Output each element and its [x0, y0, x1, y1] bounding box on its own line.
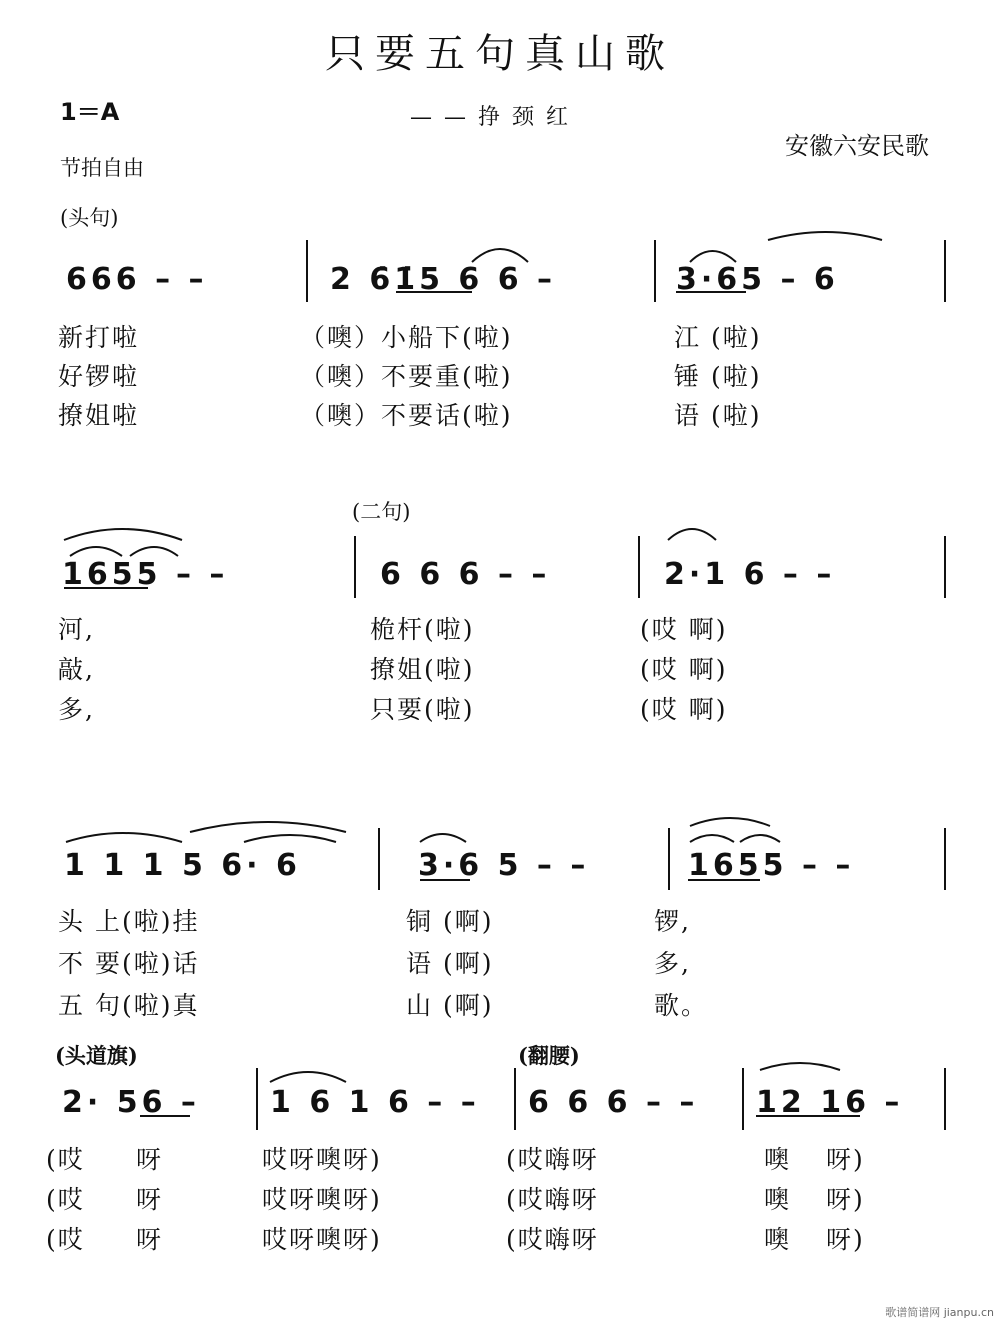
barline: [944, 536, 946, 598]
measure-2-3: 2·1 6 – –: [664, 557, 836, 592]
lyric: 哎呀噢呀): [262, 1145, 382, 1174]
lyric: 呀: [136, 1225, 164, 1254]
lyric: 噢: [764, 1225, 792, 1254]
lyric: 头 上(啦)挂: [58, 907, 200, 936]
song-origin: 安徽六安民歌: [785, 132, 929, 160]
tempo-marking: 节拍自由: [60, 156, 144, 180]
measure-3-3: 1655 – –: [688, 848, 855, 883]
measure-2-2: 6 6 6 – –: [380, 557, 551, 592]
slur: [420, 834, 466, 842]
measure-1-3: 3·65 – 6: [676, 262, 839, 297]
lyric: 语 (啦): [674, 401, 762, 430]
lyric: (哎: [46, 1225, 85, 1254]
lyric: 语 (啊): [406, 949, 494, 978]
measure-4-1: 2· 56 –: [62, 1085, 200, 1120]
barline: [944, 1068, 946, 1130]
barline: [638, 536, 640, 598]
section-label-4: (翻腰): [518, 1043, 580, 1068]
lyric: 敲,: [58, 655, 95, 684]
measure-3-2: 3·6 5 – –: [418, 848, 590, 883]
barline: [944, 240, 946, 302]
barline: [256, 1068, 258, 1130]
lyric: 撩姐啦: [58, 401, 140, 430]
measure-3-1: 1 1 1 5 6· 6: [64, 848, 301, 883]
song-title: 只要五句真山歌: [325, 31, 675, 77]
lyric: 呀): [826, 1145, 865, 1174]
lyric: 多,: [654, 949, 691, 978]
lyric: 噢: [764, 1145, 792, 1174]
lyric: (哎嗨呀: [506, 1145, 599, 1174]
barline: [514, 1068, 516, 1130]
slur: [690, 835, 734, 842]
barline: [654, 240, 656, 302]
lyric: (哎 啊): [640, 695, 728, 724]
lyric: (哎: [46, 1145, 85, 1174]
lyric: 呀): [826, 1225, 865, 1254]
slur: [472, 249, 528, 262]
lyric: 桅杆(啦): [370, 615, 475, 644]
slur: [244, 835, 336, 842]
lyric: （噢）小船下(啦): [300, 323, 513, 352]
lyric: 呀): [826, 1185, 865, 1214]
slur: [70, 547, 122, 556]
lyric: (哎嗨呀: [506, 1225, 599, 1254]
lyric: 新打啦: [58, 323, 140, 352]
slur: [768, 232, 882, 240]
song-subtitle: ——挣颈红: [410, 105, 581, 130]
slur: [130, 547, 178, 556]
key-signature: 1＝A: [60, 98, 120, 126]
barline: [378, 828, 380, 890]
section-label-3: (头道旗): [55, 1043, 138, 1068]
barline: [668, 828, 670, 890]
measure-4-2: 1 6 1 6 – –: [270, 1085, 480, 1120]
lyric: 锤 (啦): [674, 362, 762, 391]
slur: [690, 251, 736, 262]
measure-1-1: 666 – –: [66, 262, 208, 297]
lyric: 铜 (啊): [406, 907, 494, 936]
slur: [270, 1072, 346, 1082]
slur: [668, 529, 716, 540]
slur: [66, 833, 182, 842]
lyric: (哎嗨呀: [506, 1185, 599, 1214]
barline: [306, 240, 308, 302]
measure-4-3: 6 6 6 – –: [528, 1085, 699, 1120]
lyric: 撩姐(啦): [370, 655, 475, 684]
slur: [740, 835, 780, 842]
measure-1-2: 2 6̇1̇5 6 6 –: [330, 262, 557, 297]
slur: [64, 529, 182, 540]
lyric: 噢: [764, 1185, 792, 1214]
watermark: 歌谱简谱网 jianpu.cn: [885, 1306, 994, 1319]
measure-2-1: 1655 – –: [62, 557, 229, 592]
lyric: 歌。: [654, 991, 709, 1020]
section-label-1: (头句): [60, 206, 119, 230]
barline: [742, 1068, 744, 1130]
lyric: 江 (啦): [674, 323, 762, 352]
lyric: 多,: [58, 695, 95, 724]
lyric: 山 (啊): [406, 991, 494, 1020]
section-label-2: (二句): [352, 500, 411, 524]
lyric: 只要(啦): [370, 695, 475, 724]
lyric: 河,: [58, 615, 95, 644]
lyric: 好锣啦: [58, 362, 140, 391]
lyric: 呀: [136, 1185, 164, 1214]
lyric: （噢）不要重(啦): [300, 362, 513, 391]
barline: [354, 536, 356, 598]
slur: [760, 1063, 840, 1070]
lyric: (哎 啊): [640, 655, 728, 684]
slur: [190, 822, 346, 832]
lyric: 五 句(啦)真: [58, 991, 200, 1020]
lyric: （噢）不要话(啦): [300, 401, 513, 430]
lyric: (哎 啊): [640, 615, 728, 644]
lyric: 呀: [136, 1145, 164, 1174]
lyric: 不 要(啦)话: [58, 949, 200, 978]
lyric: 哎呀噢呀): [262, 1225, 382, 1254]
lyric: 锣,: [654, 907, 691, 936]
measure-4-4: 12 16 –: [756, 1085, 904, 1120]
barline: [944, 828, 946, 890]
lyric: (哎: [46, 1185, 85, 1214]
lyric: 哎呀噢呀): [262, 1185, 382, 1214]
slur: [690, 818, 770, 826]
